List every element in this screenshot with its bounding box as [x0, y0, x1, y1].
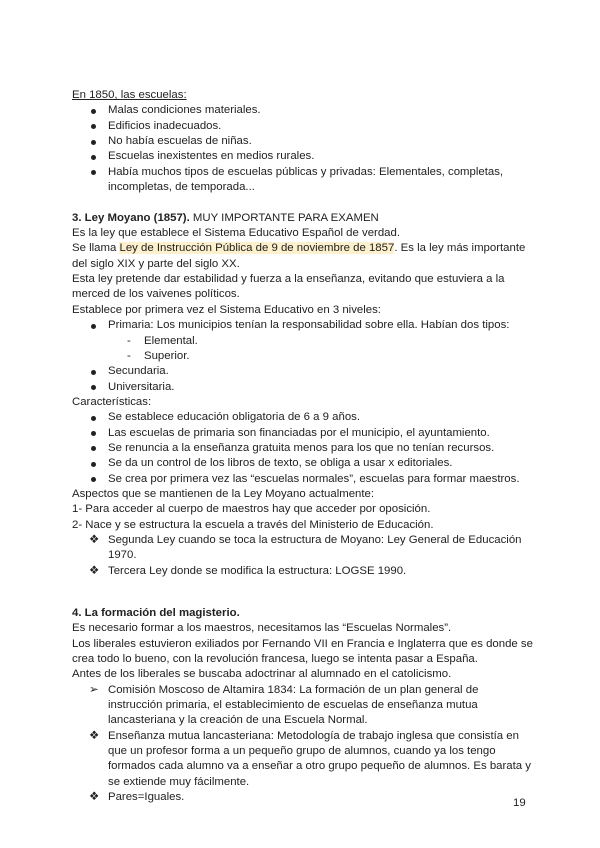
list-item [72, 683, 534, 729]
list-item [72, 533, 534, 564]
list-item [72, 472, 534, 487]
list-item [72, 134, 534, 149]
text: . Es la ley más importante del siglo XIX y parte del siglo XX. [72, 242, 526, 270]
list-item [72, 103, 534, 118]
spacer [72, 579, 534, 606]
list-item [72, 441, 534, 456]
item-text: Elemental. [144, 334, 198, 347]
list-item [72, 456, 534, 471]
diamond-bullet-icon: ❖ [89, 564, 100, 577]
section4-heading: 4. La formación del magisterio. [72, 607, 240, 619]
list-item [72, 380, 534, 395]
paragraph: Es la ley que establece el Sistema Educativo Español de verdad. [72, 227, 400, 240]
item-text: Pares=Iguales. [108, 791, 185, 804]
item-text: Se renuncia a la enseñanza gratuita menos para los que no tenían recursos. [108, 441, 495, 454]
diamond-bullet-icon: ❖ [89, 533, 100, 546]
item-text: Comisión Moscoso de Altamira 1834: La formación de un plan general de instrucción primaria, el establecimiento de escuelas de enseñanza mutua lancasteriana y la creación de una Escuela Normal. [108, 683, 479, 727]
section3-heading [72, 211, 534, 226]
item-text: Escuelas inexistentes en medios rurales. [108, 150, 315, 163]
diamond-bullet-icon: ❖ [89, 729, 100, 742]
list-item [72, 426, 534, 441]
list-item [72, 410, 534, 425]
numbered-item: 1- Para acceder al cuerpo de maestros hay que acceder por oposición. [72, 503, 431, 516]
dash-icon: - [127, 349, 131, 362]
list-item [72, 149, 534, 164]
item-text: Se da un control de los libros de texto, se obliga a usar x editoriales. [108, 457, 453, 470]
item-text: Se crea por primera vez las “escuelas normales”, escuelas para formar maestros. [108, 472, 520, 485]
paragraph: Los liberales estuvieron exiliados por Fernando VII en Francia e Inglaterra que es donde se crea todo lo bueno, con la revolución francesa, luego se intenta pasar a España. [72, 637, 533, 666]
paragraph: Es necesario formar a los maestros, necesitamos las “Escuelas Normales”. [72, 622, 452, 635]
paragraph: Características: [72, 395, 152, 408]
paragraph: Esta ley pretende dar estabilidad y fuerza a la enseñanza, evitando que estuviera a la merced de los vaivenes políticos. [72, 273, 505, 301]
item-text: Universitaria. [108, 380, 175, 393]
list-item [72, 165, 534, 196]
sub-list-item [72, 349, 534, 364]
list-item [72, 729, 534, 790]
list-item [72, 119, 534, 134]
text: Se llama [72, 242, 120, 255]
magisterio-list [72, 683, 534, 806]
dash-icon: - [127, 334, 131, 347]
item-text: Edificios inadecuados. [108, 119, 222, 132]
page-number: 19 [513, 797, 526, 809]
intro-list [72, 103, 534, 195]
item-text: Había muchos tipos de escuelas públicas y privadas: Elementales, completas, incompletas, de temporada... [108, 165, 504, 194]
section-note: MUY IMPORTANTE PARA EXAMEN [189, 211, 379, 224]
item-text: No había escuelas de niñas. [108, 135, 252, 148]
item-text: Primaria: Los municipios tenían la responsabilidad sobre ella. Habían dos tipos: [108, 319, 510, 332]
item-text: Tercera Ley donde se modifica la estructura: LOGSE 1990. [108, 564, 407, 577]
sub-list-item [72, 334, 534, 349]
arrow-bullet-icon: ➢ [89, 683, 99, 696]
item-text: Secundaria. [108, 365, 169, 378]
paragraph [72, 241, 534, 272]
spacer [72, 195, 534, 210]
laws-list [72, 533, 534, 579]
features-list [72, 410, 534, 487]
paragraph: Establece por primera vez el Sistema Educativo en 3 niveles: [72, 303, 381, 316]
item-text: Malas condiciones materiales. [108, 104, 261, 117]
item-text: Se establece educación obligatoria de 6 a 9 años. [108, 411, 361, 424]
diamond-bullet-icon: ❖ [89, 791, 100, 804]
list-item [72, 318, 534, 333]
item-text: Superior. [144, 349, 190, 362]
numbered-item: 2- Nace y se estructura la escuela a través del Ministerio de Educación. [72, 518, 434, 531]
section-title: 3. Ley Moyano (1857). [72, 211, 190, 224]
intro-heading: En 1850, las escuelas: [72, 89, 187, 101]
document-page [72, 88, 534, 805]
list-item [72, 364, 534, 379]
paragraph: Aspectos que se mantienen de la Ley Moyano actualmente: [72, 487, 375, 500]
list-item [72, 564, 534, 579]
item-text: Segunda Ley cuando se toca la estructura de Moyano: Ley General de Educación 1970. [108, 533, 522, 562]
list-item [72, 790, 534, 805]
paragraph: Antes de los liberales se buscaba adoctrinar al alumnado en el catolicismo. [72, 668, 452, 681]
levels-list [72, 318, 534, 395]
highlighted-text: Ley de Instrucción Pública de 9 de noviembre de 1857 [119, 242, 395, 255]
item-text: Enseñanza mutua lancasteriana: Metodología de trabajo inglesa que consistía en que un profesor forma a un pequeño grupo de alumnos, cuando ya los tengo formados cada alumno va a enseñar a otro grupo pequeño de alumnos. Es barata y se extiende muy fácilmente. [108, 729, 531, 788]
item-text: Las escuelas de primaria son financiadas por el municipio, el ayuntamiento. [108, 426, 490, 439]
